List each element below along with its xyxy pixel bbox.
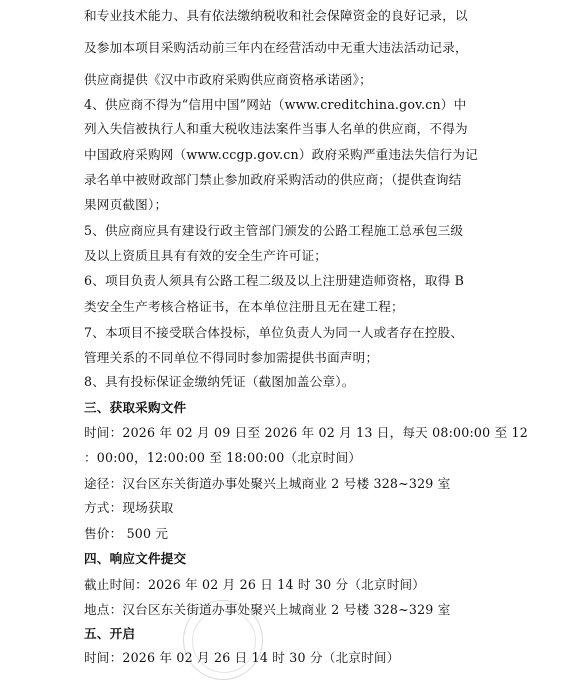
text-line: 及参加本项目采购活动前三年内在经营活动中无重大违法活动记录， xyxy=(84,40,468,55)
text-line: 地点：汉台区东关街道办事处聚兴上城商业 2 号楼 328~329 室 xyxy=(84,602,451,617)
section-heading: 五、开启 xyxy=(84,626,136,641)
text-line: 时间：2026 年 02 月 09 日至 2026 年 02 月 13 日，每天 08:00:00 至 12 xyxy=(84,425,528,440)
text-line: 录名单中被财政部门禁止参加政府采购活动的供应商；（提供查询结 xyxy=(84,172,462,187)
text-line: 列入失信被执行人和重大税收违法案件当事人名单的供应商，不得为 xyxy=(84,121,468,136)
text-line: 8、具有投标保证金缴纳凭证（截图加盖公章）。 xyxy=(84,374,355,389)
text-line: 类安全生产考核合格证书，在本单位注册且无在建工程； xyxy=(84,299,404,314)
text-line: 管理关系的不同单位不得同时参加需提供书面声明； xyxy=(84,350,379,365)
faint-stamp-inner-ring xyxy=(192,609,256,673)
faint-stamp-mark xyxy=(183,600,263,680)
text-line: 截止时间：2026 年 02 月 26 日 14 时 30 分（北京时间） xyxy=(84,577,426,592)
text-line: 6、项目负责人须具有公路工程二级及以上注册建造师资格，取得 B xyxy=(84,273,465,288)
text-line: 4、供应商不得为“信用中国”网站（www.creditchina.gov.cn）中 xyxy=(84,97,467,112)
text-line: 和专业技术能力、具有依法缴纳税收和社会保障资金的良好记录，以 xyxy=(84,8,468,23)
section-heading: 四、响应文件提交 xyxy=(84,551,187,566)
text-line: ：00:00，12:00:00 至 18:00:00（北京时间） xyxy=(84,450,362,465)
text-line: 5、供应商应具有建设行政主管部门颁发的公路工程施工总承包三级 xyxy=(84,223,464,238)
text-line: 时间：2026 年 02 月 26 日 14 时 30 分（北京时间） xyxy=(84,650,400,665)
text-line: 果网页截图）； xyxy=(84,197,168,212)
text-line: 及以上资质且具有有效的安全生产许可证； xyxy=(84,248,328,263)
section-heading: 三、获取采购文件 xyxy=(84,400,187,415)
text-line: 7、本项目不接受联合体投标，单位负责人为同一人或者存在控股、 xyxy=(84,325,464,340)
text-line: 中国政府采购网（www.ccgp.gov.cn）政府采购严重违法失信行为记 xyxy=(84,147,478,162)
text-line: 方式：现场获取 xyxy=(84,500,174,515)
text-line: 途径：汉台区东关街道办事处聚兴上城商业 2 号楼 328~329 室 xyxy=(84,476,451,491)
text-line: 供应商提供《汉中市政府采购供应商资格承诺函》； xyxy=(84,72,372,87)
text-line: 售价： 500 元 xyxy=(84,526,169,541)
